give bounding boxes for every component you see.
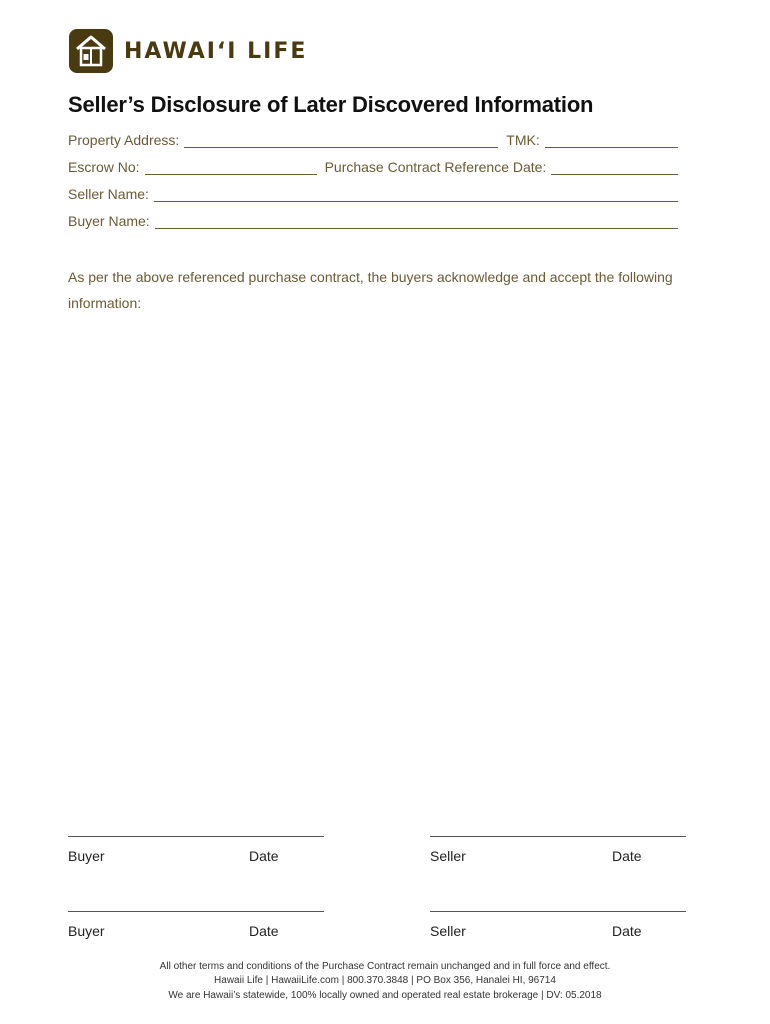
property-address-field[interactable] [184, 133, 498, 148]
tmk-label: TMK: [506, 132, 540, 148]
intro-text: As per the above referenced purchase contract, the buyers acknowledge and accept the following information: [68, 269, 673, 311]
seller-label-1: Seller [430, 848, 466, 864]
escrow-no-field[interactable] [145, 160, 317, 175]
escrow-no-label: Escrow No: [68, 159, 140, 175]
row-buyer-name [68, 213, 678, 229]
buyer-name-label: Buyer Name: [68, 213, 150, 229]
footer-terms: All other terms and conditions of the Purchase Contract remain unchanged and in full force and effect. [159, 961, 611, 972]
buyer-name-field[interactable] [155, 214, 678, 229]
seller-signature-line-1[interactable] [430, 836, 686, 837]
buyer-signature-line-1[interactable] [68, 836, 324, 837]
footer-tagline: We are Hawaii’s statewide, 100% locally owned and operated real estate brokerage | DV: 05.2018 [168, 990, 602, 1001]
buyer-label-2: Buyer [68, 923, 105, 939]
buyer-date-label-1: Date [249, 848, 279, 864]
row-escrow [68, 159, 678, 175]
brand-logo [69, 28, 307, 74]
purchase-contract-date-label: Purchase Contract Reference Date: [324, 159, 547, 175]
buyer-date-label-2: Date [249, 923, 279, 939]
seller-date-label-2: Date [612, 923, 642, 939]
row-property-address [68, 132, 678, 148]
seller-name-field[interactable] [154, 187, 678, 202]
document-title: Seller’s Disclosure of Later Discovered Information [68, 92, 594, 117]
buyer-label-1: Buyer [68, 848, 105, 864]
seller-signature-line-2[interactable] [430, 911, 686, 912]
brand-wordmark: HAWAI‘I LIFE [124, 38, 308, 64]
row-seller-name [68, 186, 678, 202]
property-address-label: Property Address: [68, 132, 180, 148]
seller-name-label: Seller Name: [68, 186, 149, 202]
purchase-contract-date-field[interactable] [551, 160, 678, 175]
tmk-field[interactable] [545, 133, 678, 148]
footer-contact: Hawaii Life | HawaiiLife.com | 800.370.3848 | PO Box 356, Hanalei HI, 96714 [214, 975, 556, 986]
seller-label-2: Seller [430, 923, 466, 939]
house-icon [69, 29, 113, 73]
seller-date-label-1: Date [612, 848, 642, 864]
buyer-signature-line-2[interactable] [68, 911, 324, 912]
